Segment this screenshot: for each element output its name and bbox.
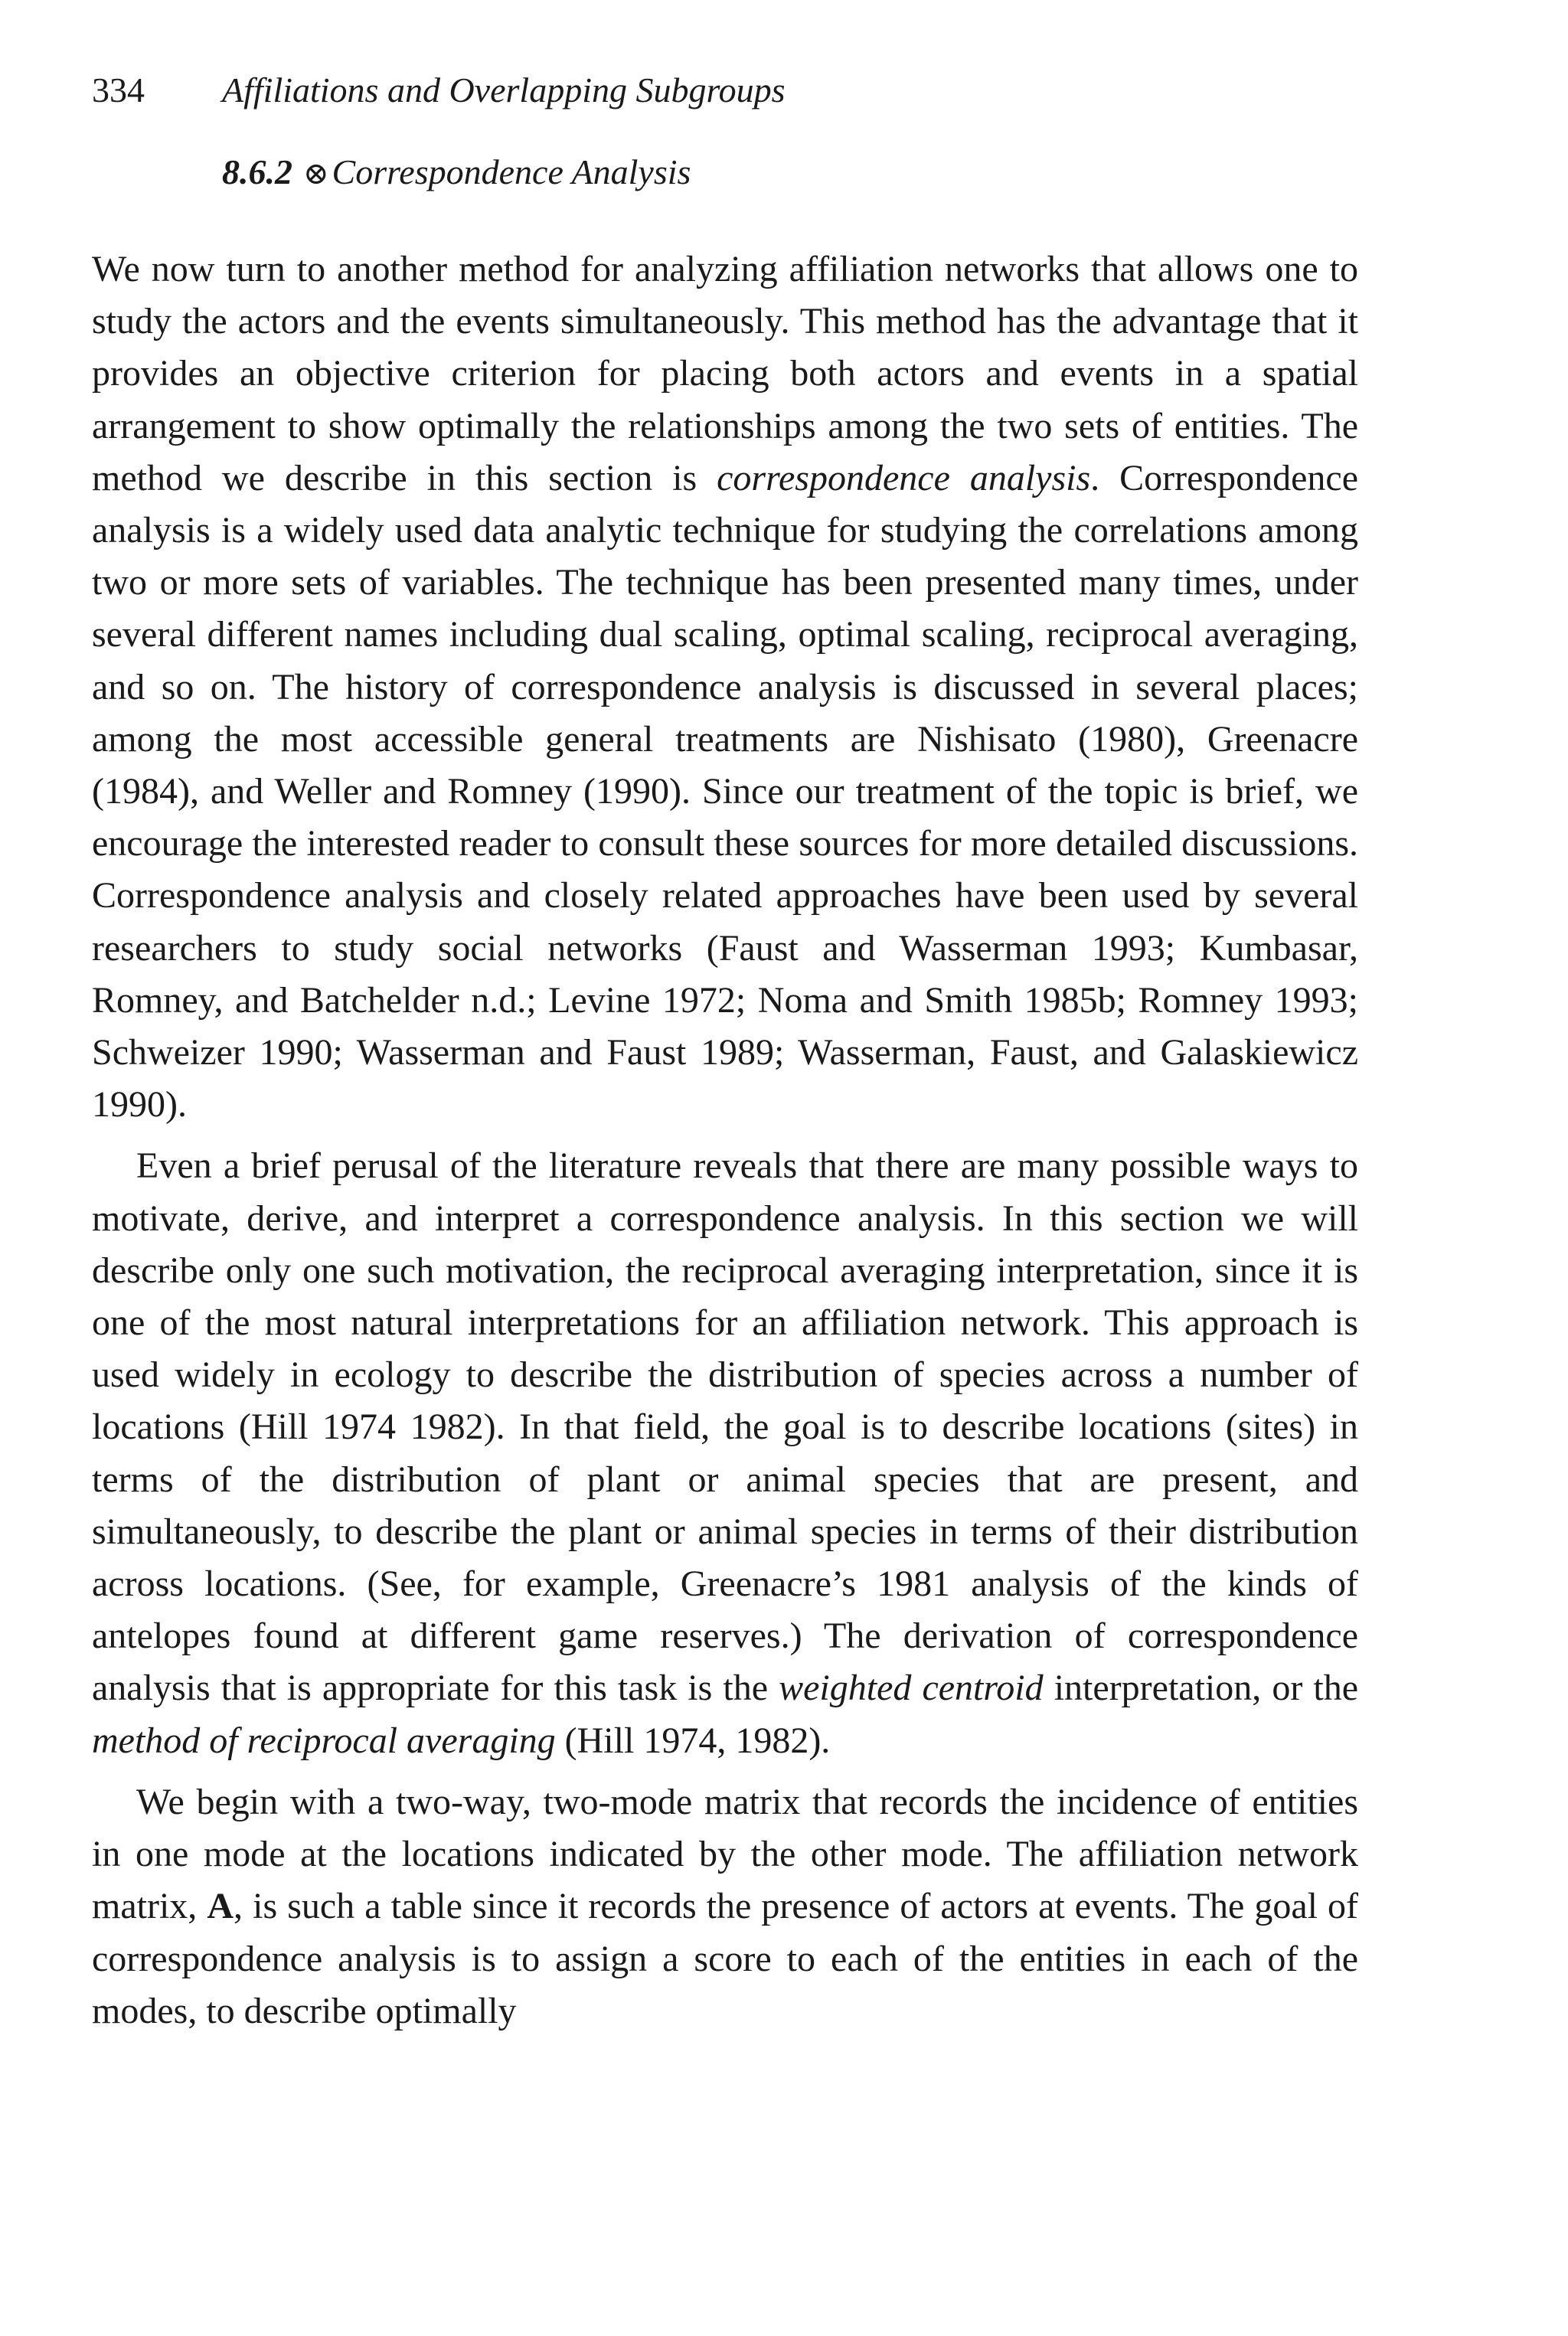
body-text [92,243,1358,2047]
term-correspondence-analysis: correspondence analysis [717,457,1091,498]
section-number: 8.6.2 [222,152,292,191]
text-run: We now turn to another method for analyzing affiliation networks that allows one to study the actors and the events simultaneously. This method has the advantage that it provides an objective criterion for placing both actors and events in a spatial arrangement to show optimally the relationships among the two sets of entities. The method we describe in this section is [92,249,1358,498]
matrix-symbol: A [207,1886,234,1927]
page-number: 334 [92,70,145,109]
term-weighted-centroid: weighted centroid [779,1668,1044,1709]
paragraph-1 [92,243,1358,1131]
text-run: Even a brief perusal of the literature reveals that there are many possible ways to motivate, derive, and interpret a correspondence analysis. In this section we will describe only one such motivation, the reciprocal averaging interpretation, since it is one of the most natural interpretations for an affiliation network. This approach is used widely in ecology to describe the distribution of species across a number of locations (Hill 1974 1982). In that field, the goal is to describe locations (sites) in terms of the distribution of plant or animal species that are present, and simultaneously, to describe the plant or animal species in terms of their distribution across locations. (See, for example, Greenacre’s 1981 analysis of the kinds of antelopes found at different game reserves.) The derivation of correspondence analysis that is appropriate for this task is the [92,1145,1358,1709]
text-run: . Correspondence analysis is a widely used data analytic technique for studying the correlations among two or more sets of variables. The technique has been presented many times, under several different names including dual scaling, optimal scaling, reciprocal averaging, and so on. The history of correspondence analysis is discussed in several places; among the most accessible general treatments are Nishisato (1980), Greenacre (1984), and Weller and Romney (1990). Since our treatment of the topic is brief, we encourage the interested reader to consult these sources for more detailed discussions. Correspondence analysis and closely related approaches have been used by several researchers to study social networks (Faust and Wasserman 1993; Kumbasar, Romney, and Batchelder n.d.; Levine 1972; Noma and Smith 1985b; Romney 1993; Schweizer 1990; Wasserman and Faust 1989; Wasserman, Faust, and Galaskiewicz 1990). [92,457,1358,1126]
circled-times-icon: ⊗ [303,156,329,191]
section-title: Correspondence Analysis [332,152,691,191]
text-run: (Hill 1974, 1982). [555,1720,831,1761]
text-run: We begin with a two-way, two-mode matrix that records the incidence of entities in one mode at the locations indicated by the other mode. The affiliation network matrix, [92,1781,1358,1927]
text-run: interpretation, or the [1043,1668,1359,1709]
running-header [92,67,786,113]
running-title: Affiliations and Overlapping Subgroups [222,70,786,109]
text-run: , is such a table since it records the presence of actors at events. The goal of correspondence analysis is to assign a score to each of the entities in each of the modes, to describe optimally [92,1886,1359,2031]
paragraph-3 [92,1776,1358,2037]
paragraph-2 [92,1140,1358,1766]
section-heading [222,149,691,197]
term-method-of-reciprocal-averaging: method of reciprocal averaging [92,1720,556,1761]
